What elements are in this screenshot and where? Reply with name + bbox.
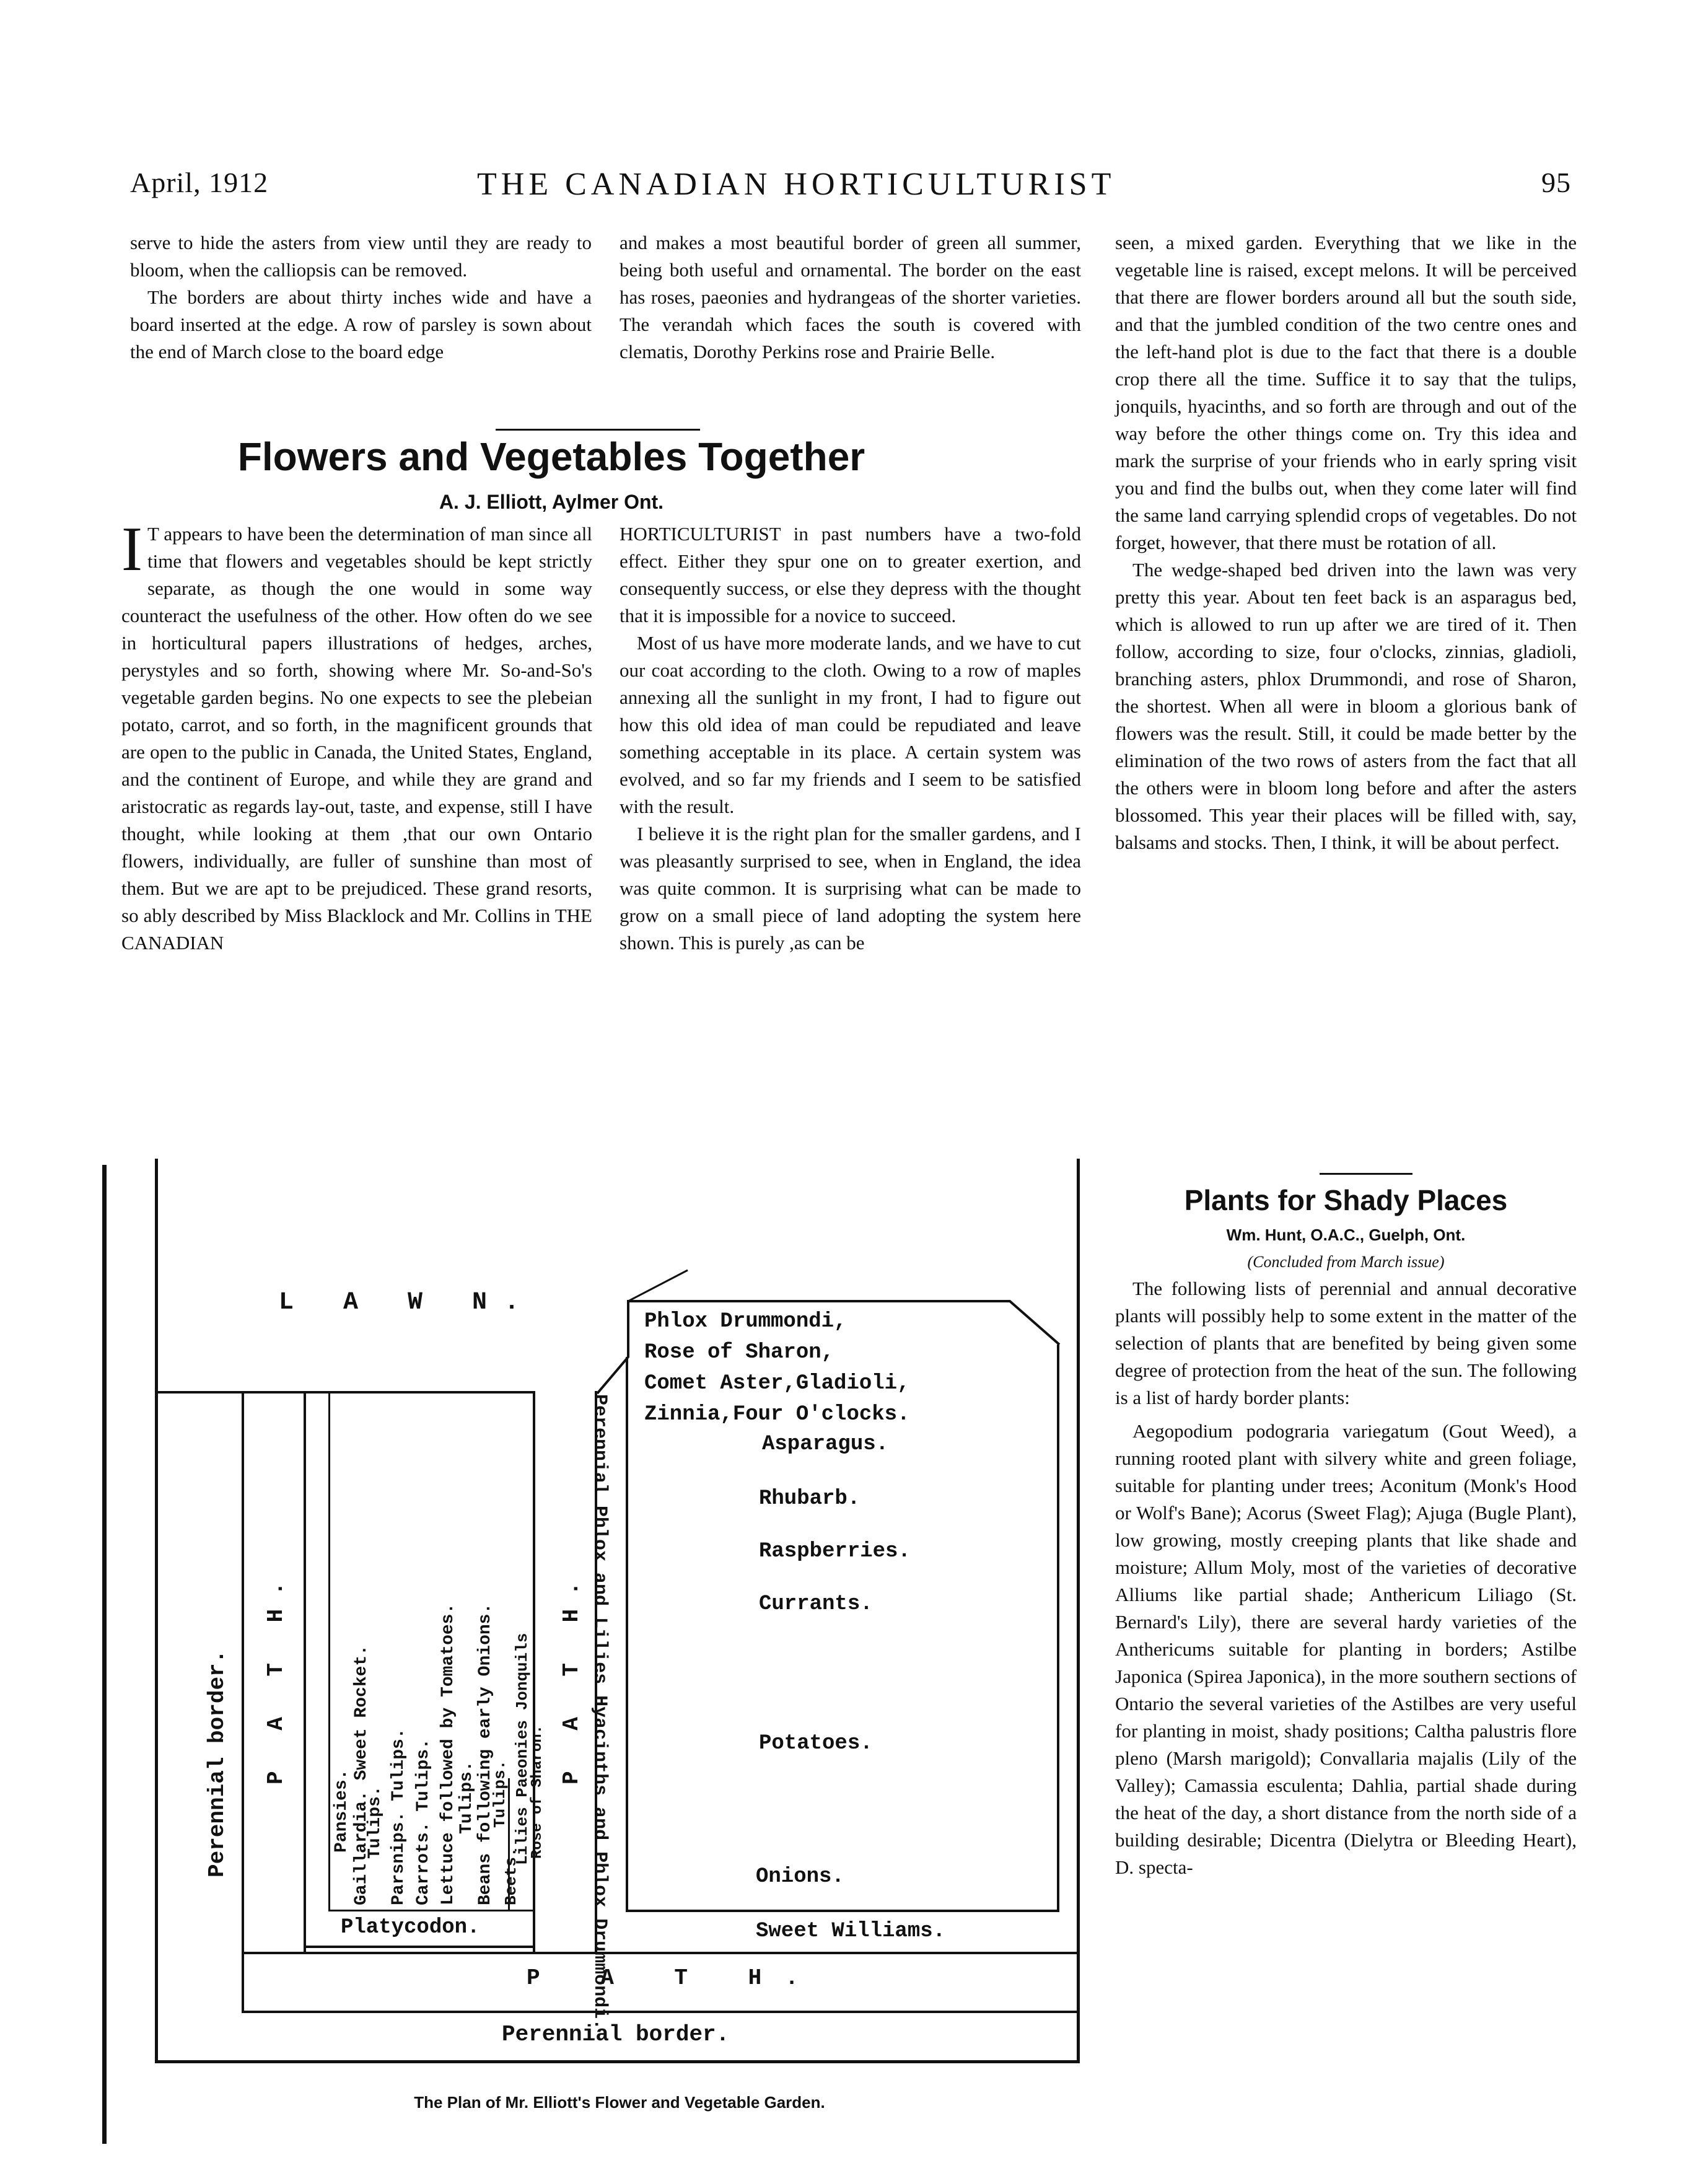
divider [1320,1173,1412,1175]
article-title: Flowers and Vegetables Together [237,434,865,479]
plot-row: Pansies. [332,1769,351,1853]
hyacinths-label: Perennial Phlox and Lilies Hyacinths and Phlox Drummondi. [589,1394,610,2030]
bed-potatoes: Potatoes. [759,1732,873,1755]
journal-title: THE CANADIAN HORTICULTURIST [477,167,1116,202]
bed-asparagus: Asparagus. [762,1433,889,1456]
plot-row: Lettuce followed by Tomatoes. [439,1603,458,1905]
plot-row: Tulips. [366,1786,385,1859]
top-column-1 [130,229,592,366]
sweet-williams-label: Sweet Williams. [756,1920,946,1943]
article-byline: A. J. Elliott, Aylmer Ont. [439,491,664,513]
path-bottom-label: P A T H. [527,1965,822,1991]
plot-row: Rose of Sharon. [529,1724,546,1859]
plot-row: Tulips. [491,1760,509,1828]
plot-row: Beets. [502,1847,520,1905]
paragraph: The wedge-shaped bed driven into the lawn was very pretty this year. About ten feet back is an asparagus bed, which is allowed to run up after we are tired of it. Then follow, according to size, four o'clocks, zinnias, gladioli, branching asters, phlox Drummondi, and rose of Sharon, the shortest. When all were in bloom a glorious bank of flowers was the result. Still, it could be made better by the elimination of the two rows of asters from the fact that all the others were in bloom long before and after the asters blossomed. This year their places will be filled with, say, balsams and stocks. Then, I think, it will be about perfect. [1115,559,1577,853]
paragraph: and makes a most beautiful border of green all summer, being both useful and ornamental. The border on the east has roses, paeonies and hydrangeas of the shorter varieties. The verandah which faces the south is covered with clematis, Dorothy Perkins rose and Prairie Belle. [620,232,1081,362]
article-title: Plants for Shady Places [1184,1184,1508,1216]
divider [496,429,700,431]
drop-cap: I [121,514,142,584]
article-column-1 [121,514,592,957]
path-left-label: P A T H. [263,1568,289,1784]
issue-date: April, 1912 [130,167,269,198]
plot-row: Parsnips. Tulips. [389,1728,408,1905]
plot-row: Gaillardia. Sweet Rocket. [352,1644,371,1905]
perennial-border-bottom: Perennial border. [502,2022,730,2047]
paragraph: seen, a mixed garden. Everything that we like in the vegetable line is raised, except melons. It will be perceived that there are flower borders around all but the south side, and that the jumbled condition of the two centre ones and the left-hand plot is due to the fact that there is a double crop there all the time. Suffice it to say that the tulips, jonquils, hyacinths, and so forth are through and out of the way before the other things come on. Try this idea and mark the surprise of your friends who in early spring visit you and find the bulbs out, when they come later will find the same land carrying splendid crops of vegetables. Do not forget, however, that there must be rotation of all. [1115,232,1577,553]
article-column-2 [620,520,1081,957]
article-column-3 [1115,229,1577,856]
paragraph: Most of us have more moderate lands, and we have to cut our coat according to the cloth. Owing to a row of maples annexing all the sunlight in my front, I had to figure out how this old idea of man could be repudiated and leave something acceptable in its place. A certain system was evolved, and so far my friends and I seem to be satisfied with the result. [620,632,1081,817]
plot-row: Lilies Paeonies Jonquils [513,1633,532,1865]
paragraph: The borders are about thirty inches wide and have a board inserted at the edge. A row of parsley is sown about the end of March close to the board edge [130,286,592,362]
page-number: 95 [1541,167,1571,198]
wedge-line: Rose of Sharon, [644,1341,834,1364]
bed-rhubarb: Rhubarb. [759,1487,861,1511]
plot-row: Beans following early Onions. [476,1603,495,1905]
bed-onions: Onions. [756,1865,844,1889]
paragraph: serve to hide the asters from view until they are ready to bloom, when the calliopsis can be removed. [130,232,592,281]
paragraph: The following lists of perennial and annual decorative plants will possibly help to some extent in the matter of the selection of plants that are benefited by being given some degree of protection from the heat of the sun. The following is a list of hardy border plants: [1115,1278,1577,1408]
wedge-line: Zinnia,Four O'clocks. [644,1403,910,1426]
bed-raspberries: Raspberries. [759,1540,911,1563]
garden-plan [155,1159,1090,2088]
bed-currants: Currants. [759,1592,873,1616]
plan-caption: The Plan of Mr. Elliott's Flower and Vegetable Garden. [414,2093,825,2112]
paragraph: I believe it is the right plan for the smaller gardens, and I was pleasantly surprised to see, when in England, the idea was quite common. It is surprising what can be made to grow on a small piece of land adopting the system here shown. This is purely ,as can be [620,823,1081,954]
wedge-line: Phlox Drummondi, [644,1310,847,1333]
wedge-label [644,1306,909,1430]
wedge-line: Comet Aster,Gladioli, [644,1372,910,1395]
paragraph: T appears to have been the determination of man since all time that flowers and vegetables should be kept strictly separate, as though the one would in some way counteract the usefulness of the other. How often do we see in horticultural papers illustrations of hedges, arches, perystyles and so forth, showing where Mr. So-and-So's vegetable garden begins. No one expects to see the plebeian potato, carrot, and so forth, in the magnificent grounds that are open to the public in Canada, the United States, England, and the continent of Europe, and while they are grand and aristocratic as regards lay-out, taste, and expense, still I have thought, while looking at them ,that our own Ontario flowers, individually, are fuller of sunshine than most of them. But we are apt to be prejudiced. These grand resorts, so ably described by Miss Blacklock and Mr. Collins in THE CANADIAN [121,523,592,954]
lawn-label: L A W N. [279,1289,537,1317]
article-note: (Concluded from March issue) [1247,1253,1445,1271]
scan-edge [102,1165,107,2144]
top-column-2 [620,229,1081,366]
plot-row: Tulips. [457,1761,476,1834]
article-byline: Wm. Hunt, O.A.C., Guelph, Ont. [1226,1226,1466,1244]
platycodon-label: Platycodon. [341,1916,480,1939]
paragraph: HORTICULTURIST in past numbers have a two-fold effect. Either they spur one on to greater exertion, and consequently success, or else they depress with the thought that it is impossible for a novice to succeed. [620,523,1081,626]
article-2-column [1115,1275,1577,1881]
path-mid-label: P A T H. [559,1568,584,1784]
perennial-border-left: Perennial border. [204,1649,230,1877]
plot-row: Carrots. Tulips. [414,1739,433,1905]
paragraph: Aegopodium podograria variegatum (Gout Weed), a running rooted plant with silvery white and green foliage, suitable for planting under trees; Aconitum (Monk's Hood or Wolf's Bane); Acorus (Sweet Flag); Ajuga (Bugle Plant), low growing, mostly creeping plants that like shade and moisture; Allum Moly, most of the varieties of decorative Alliums like partial shade; Anthericum Liliago (St. Bernard's Lily), there are several hardy varieties of the Anthericums suitable for planting in borders; Astilbe Japonica (Spirea Japonica), in the more southern sections of Ontario the several varieties of the Astilbes are very useful for planting in moist, shady positions; Caltha palustris flore pleno (Marsh marigold); Convallaria majalis (Lily of the Valley); Camassia esculenta; Dahlia, partial shade during the heat of the day, a short distance from the north side of a building desirable; Dicentra (Dielytra or Bleeding Heart), D. specta- [1115,1420,1577,1878]
